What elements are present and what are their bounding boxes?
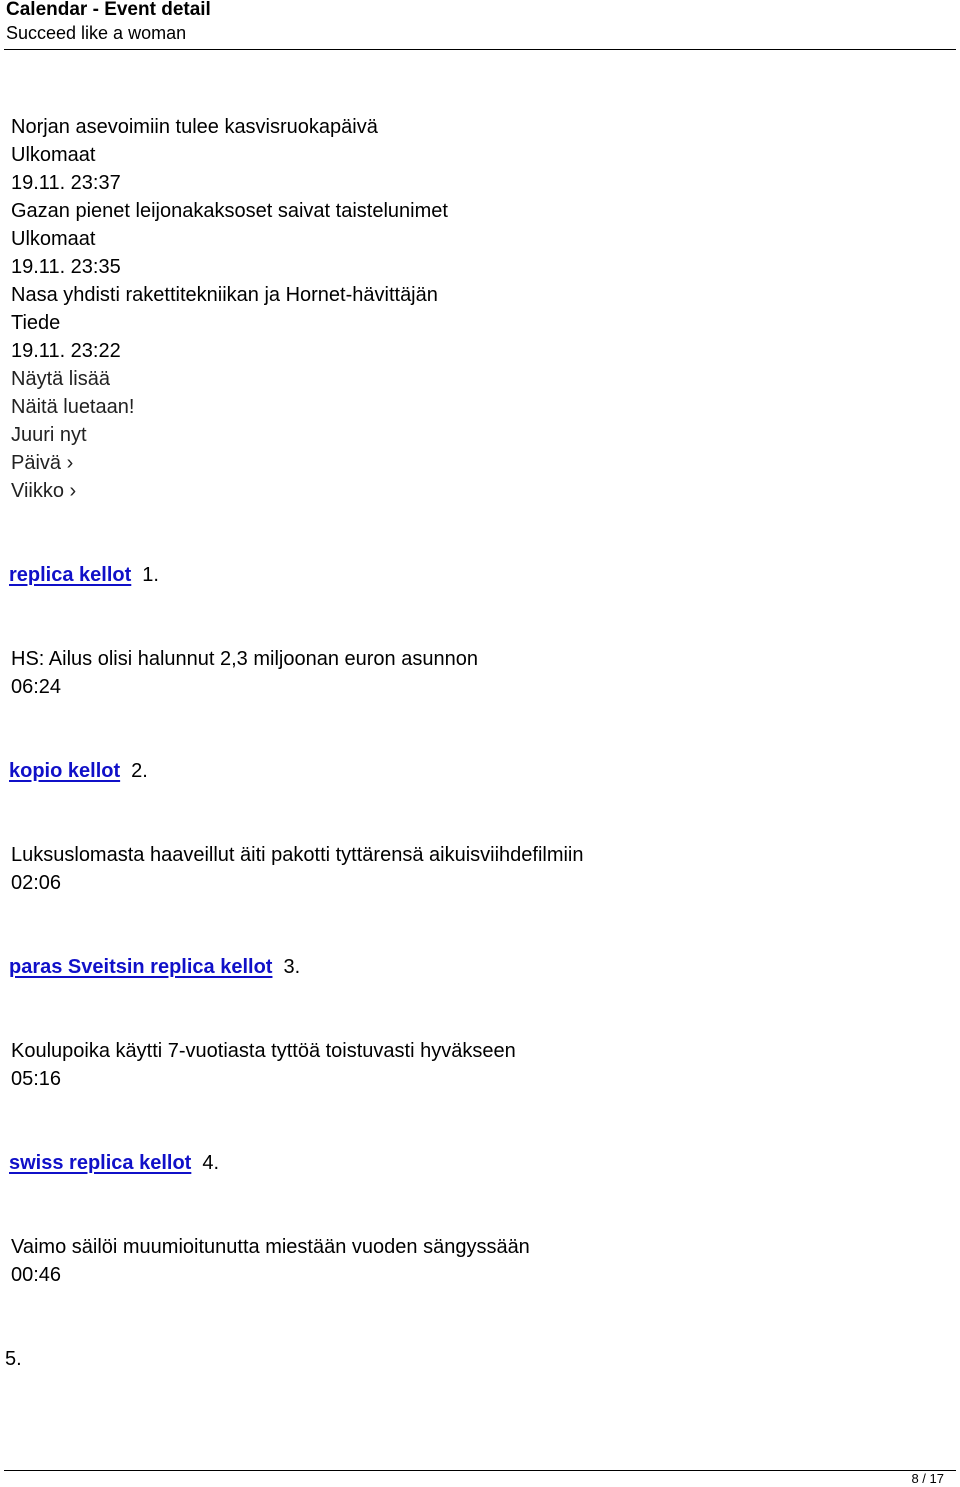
news-category: Ulkomaat [11, 144, 96, 166]
news-category: Ulkomaat [11, 228, 96, 250]
rank-number: 1. [142, 564, 159, 586]
tab-week[interactable]: Viikko › [11, 480, 77, 502]
header-divider [4, 49, 956, 50]
rank-number: 5. [5, 1348, 22, 1370]
footer-divider [4, 1470, 956, 1471]
news-title[interactable]: Gazan pienet leijonakaksoset saivat taistelunimet [11, 200, 448, 222]
tab-day[interactable]: Päivä › [11, 452, 74, 474]
news-time: 19.11. 23:37 [11, 172, 121, 194]
rank-number: 2. [131, 760, 148, 782]
ranked-time: 06:24 [11, 676, 62, 698]
document-subtitle: Succeed like a woman [6, 23, 187, 43]
news-title[interactable]: Norjan asevoimiin tulee kasvisruokapäivä [11, 116, 378, 138]
rank-number: 3. [283, 956, 301, 978]
most-read-heading: Näitä luetaan! [11, 396, 135, 418]
news-time: 19.11. 23:22 [11, 340, 121, 362]
tab-now[interactable]: Juuri nyt [11, 424, 87, 446]
ranked-row [9, 954, 300, 980]
ranked-link[interactable]: kopio kellot [9, 760, 121, 782]
page-number: 8 / 17 [911, 1471, 944, 1486]
ranked-time: 05:16 [11, 1068, 62, 1090]
news-title[interactable]: Nasa yhdisti rakettitekniikan ja Hornet-hävittäjän [11, 284, 438, 306]
ranked-time: 02:06 [11, 872, 62, 894]
ranked-link[interactable]: paras Sveitsin replica kellot [9, 956, 273, 978]
news-time: 19.11. 23:35 [11, 256, 121, 278]
ranked-row [9, 758, 148, 784]
ranked-link[interactable]: replica kellot [9, 564, 132, 586]
ranked-row [9, 1150, 219, 1176]
ranked-headline[interactable]: Luksuslomasta haaveillut äiti pakotti tyttärensä aikuisviihdefilmiin [11, 844, 584, 866]
ranked-headline[interactable]: HS: Ailus olisi halunnut 2,3 miljoonan euron asunnon [11, 648, 478, 670]
rank-number: 4. [202, 1152, 220, 1174]
ranked-time: 00:46 [11, 1264, 62, 1286]
ranked-headline[interactable]: Koulupoika käytti 7-vuotiasta tyttöä toistuvasti hyväkseen [11, 1040, 516, 1062]
news-category: Tiede [11, 312, 61, 334]
show-more-link[interactable]: Näytä lisää [11, 368, 110, 390]
ranked-row [9, 562, 159, 588]
ranked-headline[interactable]: Vaimo säilöi muumioitunutta miestään vuoden sängyssään [11, 1236, 530, 1258]
document-title: Calendar - Event detail [6, 0, 211, 20]
ranked-link[interactable]: swiss replica kellot [9, 1152, 192, 1174]
